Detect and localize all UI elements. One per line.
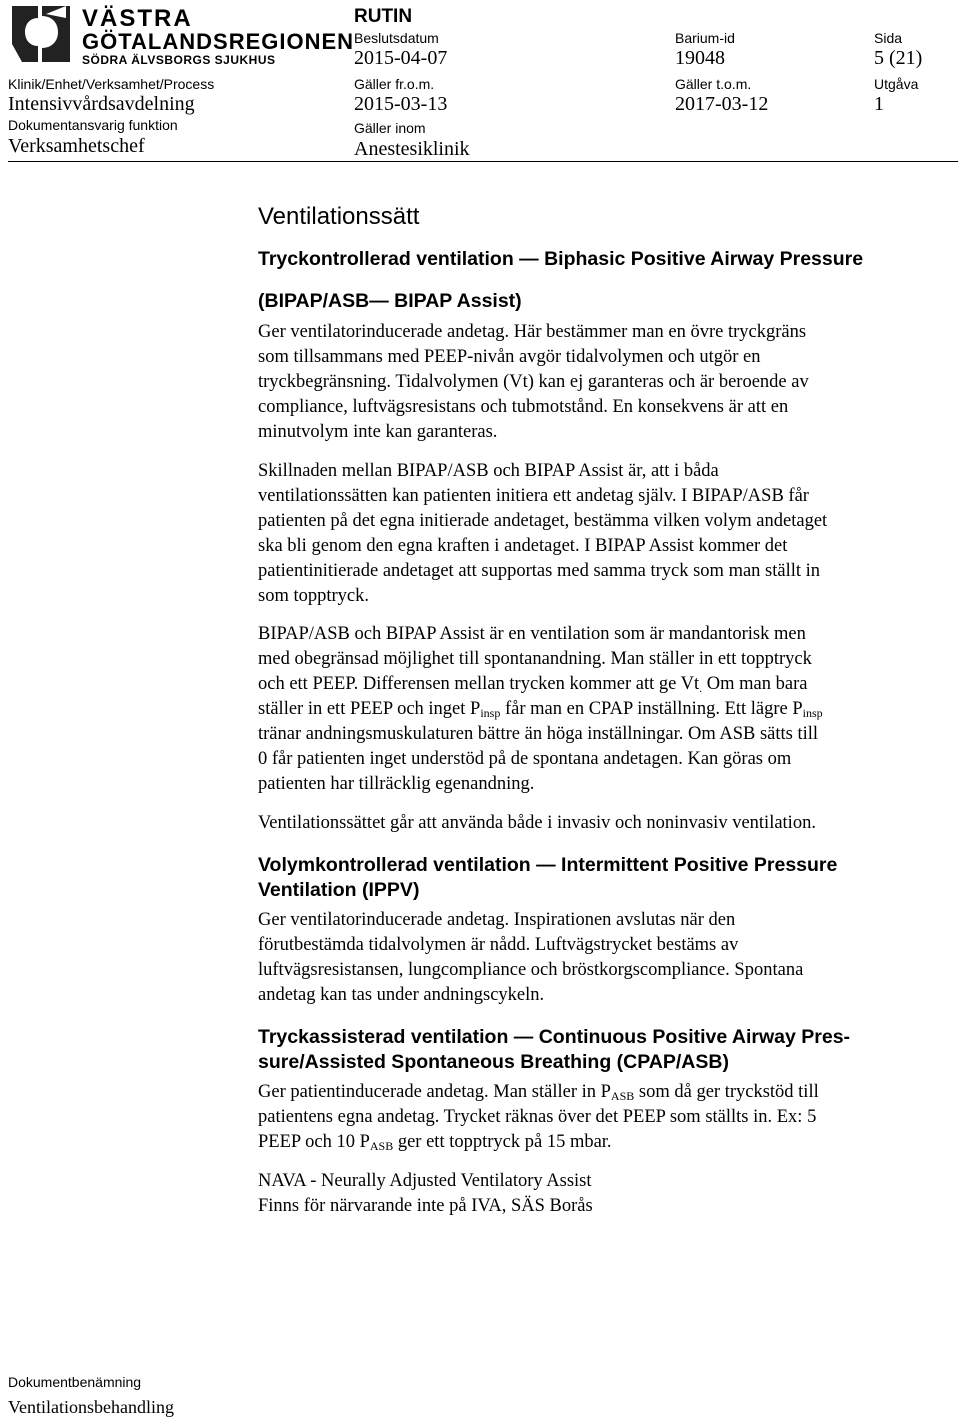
text-line: 0 får patienten inget understöd på de spontana andetagen. Kan göras om (258, 749, 792, 769)
text-line (258, 672, 938, 697)
subscript: insp (480, 706, 501, 720)
page-title: Ventilationssätt (258, 203, 420, 230)
text-line: tryckbegränsning. Tidalvolymen (Vt) kan ej garanteras och är beroende av (258, 372, 809, 392)
region-logo-icon (8, 4, 72, 64)
section-bipap-heading: Tryckontrollerad ventilation — Biphasic Positive Airway Pressure (258, 248, 864, 270)
text-line: BIPAP/ASB och BIPAP Assist är en ventilation som är mandantorisk men (258, 624, 806, 644)
klinik-value: Intensivvårdsavdelning (8, 93, 195, 115)
subscript: ASB (610, 1089, 635, 1103)
text-line: NAVA - Neurally Adjusted Ventilatory Assist (258, 1171, 592, 1191)
text-line: patientinitierade andetaget att supportas med samma tryck som man ställt in (258, 561, 821, 581)
text-run: Ger patientinducerade andetag. Man ställer in P (258, 1082, 611, 1102)
section-ippv-heading-cont: Ventilation (IPPV) (258, 879, 420, 901)
text-line: Finns för närvarande inte på IVA, SÄS Borås (258, 1196, 593, 1216)
footer-document-name: Ventilationsbehandling (8, 1397, 174, 1417)
valid-to-value: 2017-03-12 (675, 93, 769, 115)
text-run: och ett PEEP. Differensen mellan trycken kommer att ge Vt (258, 674, 700, 694)
scope-value: Anestesiklinik (354, 138, 470, 160)
barium-id-label: Barium-id (675, 30, 735, 46)
org-name-line1: VÄSTRA (82, 5, 193, 32)
text-run: ger ett topptryck på 15 mbar. (393, 1132, 612, 1152)
text-run: Om man bara (702, 674, 808, 694)
header-divider (8, 161, 958, 162)
text-line (258, 1080, 938, 1105)
text-line (258, 697, 938, 722)
section-cpap-heading: Tryckassisterad ventilation — Continuous Positive Airway Pres- (258, 1026, 851, 1048)
text-line: tränar andningsmuskulaturen bättre än höga inställningar. Om ASB sätts till (258, 724, 819, 744)
text-line: ventilationssätten kan patienten initiera ett andetag själv. I BIPAP/ASB får (258, 486, 809, 506)
section-bipap-paragraph-1 (258, 320, 938, 445)
section-ippv (258, 853, 938, 903)
subscript: insp (802, 706, 823, 720)
text-line: som tillsammans med PEEP-nivån avgör tidalvolymen och utgör en (258, 347, 761, 367)
text-run: ställer in ett PEEP och inget P (258, 699, 481, 719)
text-line: patienten på det egna initierade andetaget, bestämma vilken volym andetaget (258, 511, 828, 531)
subscript: ASB (369, 1139, 394, 1153)
org-name-line2: GÖTALANDSREGIONEN (82, 29, 355, 54)
section-ippv-heading: Volymkontrollerad ventilation — Intermittent Positive Pressure (258, 854, 838, 876)
section-cpap-heading-cont: sure/Assisted Spontaneous Breathing (CPAP/ASB) (258, 1051, 729, 1073)
text-line: patienten har tillräcklig egenandning. (258, 774, 535, 794)
text-line: luftvägsresistansen, lungcompliance och bröstkorgscompliance. Spontana (258, 960, 804, 980)
text-line: ska bli genom den egna kraften i andetaget. I BIPAP Assist kommer det (258, 536, 788, 556)
valid-from-label: Gäller fr.o.m. (354, 76, 435, 92)
text-run: PEEP och 10 P (258, 1132, 370, 1152)
text-line: andetag kan tas under andningscykeln. (258, 985, 545, 1005)
barium-id-value: 19048 (675, 47, 725, 69)
beslutsdatum-label: Beslutsdatum (354, 30, 439, 46)
footer-label: Dokumentbenämning (8, 1374, 142, 1390)
text-line: minutvolym inte kan garanteras. (258, 422, 498, 442)
edition-value: 1 (874, 93, 884, 115)
page-number: 5 (21) (874, 47, 923, 69)
document-type: RUTIN (354, 6, 413, 27)
page-label: Sida (874, 30, 903, 46)
org-name-line3: SÖDRA ÄLVSBORGS SJUKHUS (82, 53, 276, 67)
section-bipap-paragraph-3 (258, 622, 938, 797)
klinik-label: Klinik/Enhet/Verksamhet/Process (8, 76, 215, 92)
valid-from-value: 2015-03-13 (354, 93, 448, 115)
beslutsdatum-value: 2015-04-07 (354, 47, 448, 69)
text-line: Ger ventilatorinducerade andetag. Inspirationen avslutas när den (258, 910, 736, 930)
edition-label: Utgåva (874, 76, 919, 92)
section-cpap (258, 1025, 938, 1075)
text-line: patientens egna andetag. Trycket räknas över det PEEP som ställts in. Ex: 5 (258, 1107, 817, 1127)
section-bipap (258, 247, 938, 272)
section-bipap-paragraph-2 (258, 459, 938, 609)
section-bipap-subheading: (BIPAP/ASB— BIPAP Assist) (258, 290, 522, 312)
text-line: compliance, luftvägsresistans och tubmotstånd. En konsekvens är att en (258, 397, 789, 417)
text-run: som då ger tryckstöd till (634, 1082, 819, 1102)
responsible-value: Verksamhetschef (8, 135, 145, 157)
text-line: Ger ventilatorinducerade andetag. Här bestämmer man en övre tryckgräns (258, 322, 807, 342)
responsible-label: Dokumentansvarig funktion (8, 117, 178, 133)
section-ippv-paragraph (258, 908, 938, 1008)
text-line: Skillnaden mellan BIPAP/ASB och BIPAP Assist är, att i båda (258, 461, 719, 481)
section-cpap-paragraph (258, 1080, 938, 1155)
valid-to-label: Gäller t.o.m. (675, 76, 752, 92)
text-line: med obegränsad möjlighet till spontanandning. Man ställer in ett topptryck (258, 649, 812, 669)
section-bipap-paragraph-4 (258, 811, 938, 836)
subscript: . (699, 681, 703, 695)
text-line (258, 1130, 938, 1155)
section-bipap-subheading-wrap (258, 289, 938, 314)
text-line: Ventilationssättet går att använda både i invasiv och noninvasiv ventilation. (258, 813, 816, 833)
text-line: förutbestämda tidalvolymen är nådd. Luftvägstrycket bestäms av (258, 935, 739, 955)
text-line: som topptryck. (258, 586, 369, 606)
text-run: får man en CPAP inställning. Ett lägre P (500, 699, 803, 719)
scope-label: Gäller inom (354, 120, 426, 136)
nava-note (258, 1169, 938, 1219)
